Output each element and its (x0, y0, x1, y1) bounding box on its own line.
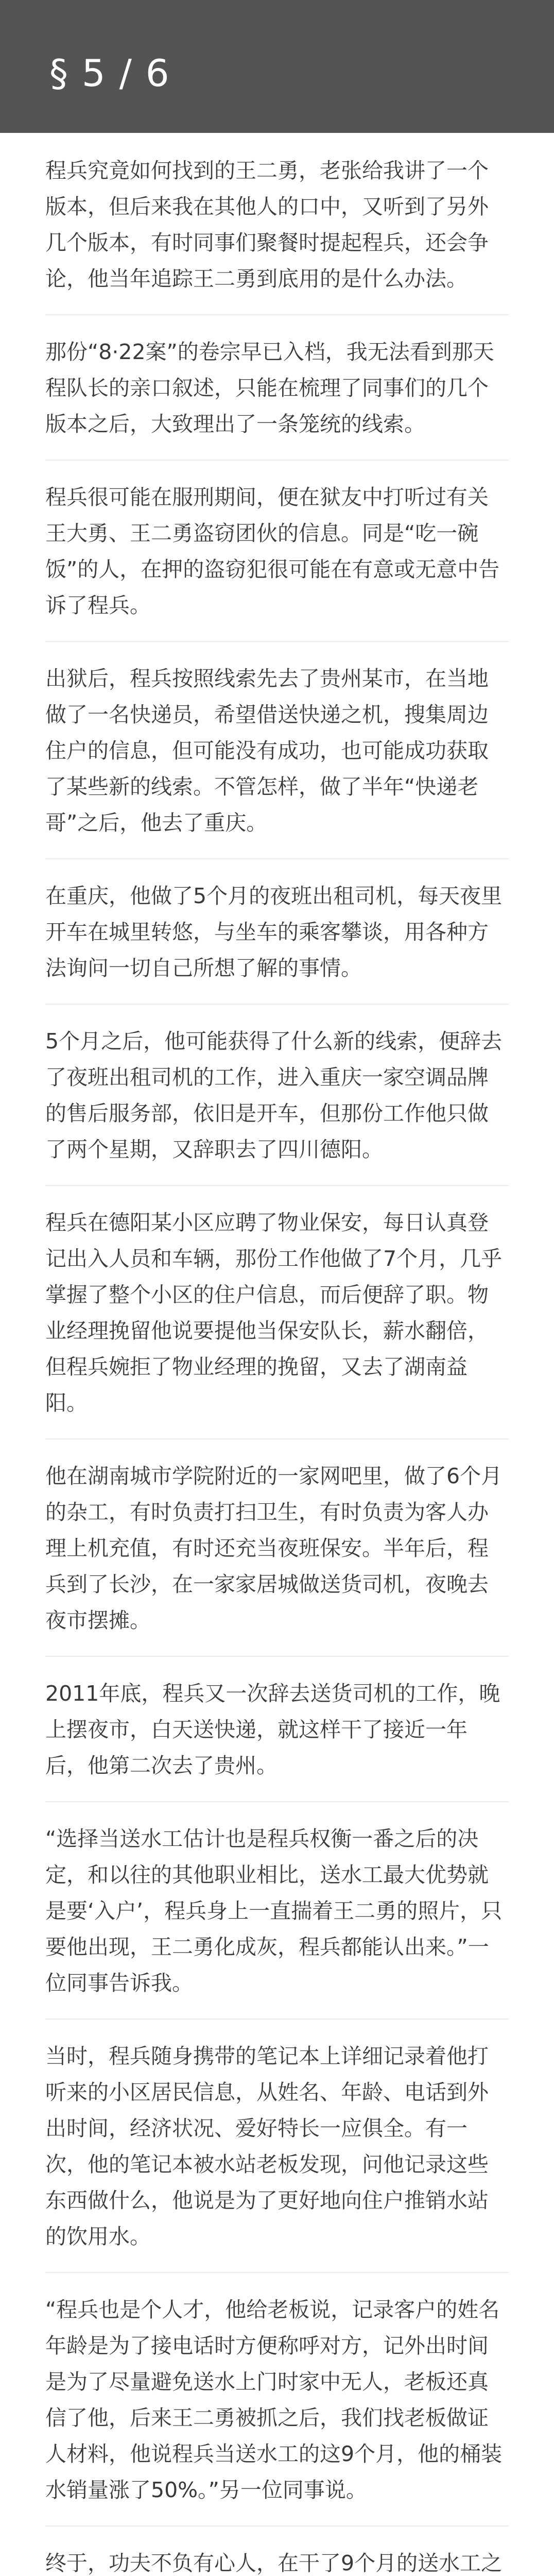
paragraph: 程兵在德阳某小区应聘了物业保安，每日认真登记出入人员和车辆，那份工作他做了7个月，几乎掌握了整个小区的住户信息，而后便辞了职。物业经理挽留他说要提他当保安队长，薪水翻倍，但程兵婉拒了物业经理的挽留，又去了湖南益阳。 (45, 1210, 503, 1415)
article-body (45, 152, 509, 2576)
paragraph-divider (45, 858, 509, 859)
paragraph-divider (45, 2526, 509, 2527)
paragraph-divider (45, 1438, 509, 1439)
paragraph-divider (45, 2019, 509, 2020)
paragraph-divider (45, 2272, 509, 2273)
paragraph: 2011年底，程兵又一次辞去送货司机的工作，晚上摆夜市，白天送快递，就这样干了接近一年后，他第二次去了贵州。 (45, 1681, 500, 1778)
paragraph: 那份“8·22案”的卷宗早已入档，我无法看到那天程队长的亲口叙述，只能在梳理了同事们的几个版本之后，大致理出了一条笼统的线索。 (45, 340, 494, 436)
paragraph-divider (45, 314, 509, 315)
paragraph: “选择当送水工估计也是程兵权衡一番之后的决定，和以往的其他职业相比，送水工最大优势就是要‘入户’，程兵身上一直揣着王二勇的照片，只要他出现，王二勇化成灰，程兵都能认出来。”一位同事告诉我。 (45, 1826, 503, 1995)
section-number: § 5 / 6 (49, 52, 170, 95)
paragraph-divider (45, 1004, 509, 1005)
section-header (0, 0, 554, 133)
paragraph: 在重庆，他做了5个月的夜班出租司机，每天夜里开车在城里转悠，与坐车的乘客攀谈，用各种方法询问一切自己所想了解的事情。 (45, 884, 503, 980)
paragraph: “程兵也是个人才，他给老板说，记录客户的姓名年龄是为了接电话时方便称呼对方，记外出时间是为了尽量避免送水上门时家中无人，老板还真信了他，后来王二勇被抓之后，我们找老板做证人材料，他说程兵当送水工的这9个月，他的桶装水销量涨了50%。”另一位同事说。 (45, 2297, 503, 2502)
paragraph: 5个月之后，他可能获得了什么新的线索，便辞去了夜班出租司机的工作，进入重庆一家空调品牌的售后服务部，依旧是开车，但那份工作他只做了两个星期，又辞职去了四川德阳。 (45, 1029, 503, 1162)
paragraph: 程兵究竟如何找到的王二勇，老张给我讲了一个版本，但后来我在其他人的口中，又听到了另外几个版本，有时同事们聚餐时提起程兵，还会争论，他当年追踪王二勇到底用的是什么办法。 (45, 158, 489, 291)
paragraph: 出狱后，程兵按照线索先去了贵州某市，在当地做了一名快递员，希望借送快递之机，搜集周边住户的信息，但可能没有成功，也可能成功获取了某些新的线索。不管怎样，做了半年“快递老哥”之后，他去了重庆。 (45, 666, 489, 835)
paragraph-divider (45, 1801, 509, 1802)
paragraph: 终于，功夫不负有心人，在干了9个月的送水工之 (45, 2551, 503, 2575)
paragraph: 他在湖南城市学院附近的一家网吧里，做了6个月的杂工，有时负责打扫卫生，有时负责为客人办理上机充值，有时还充当夜班保安。半年后，程兵到了长沙，在一家家居城做送货司机，夜晚去夜市摆摊。 (45, 1464, 503, 1633)
paragraph-divider (45, 1656, 509, 1657)
paragraph: 程兵很可能在服刑期间，便在狱友中打听过有关王大勇、王二勇盗窃团伙的信息。同是“吃一碗饭”的人，在押的盗窃犯很可能在有意或无意中告诉了程兵。 (45, 485, 500, 618)
paragraph-divider (45, 641, 509, 642)
paragraph: 当时，程兵随身携带的笔记本上详细记录着他打听来的小区居民信息，从姓名、年龄、电话到外出时间，经济状况、爱好特长一应俱全。有一次，他的笔记本被水站老板发现，问他记录这些东西做什么，他说是为了更好地向住户推销水站的饮用水。 (45, 2044, 489, 2249)
paragraph-divider (45, 460, 509, 461)
paragraph-divider (45, 1185, 509, 1186)
